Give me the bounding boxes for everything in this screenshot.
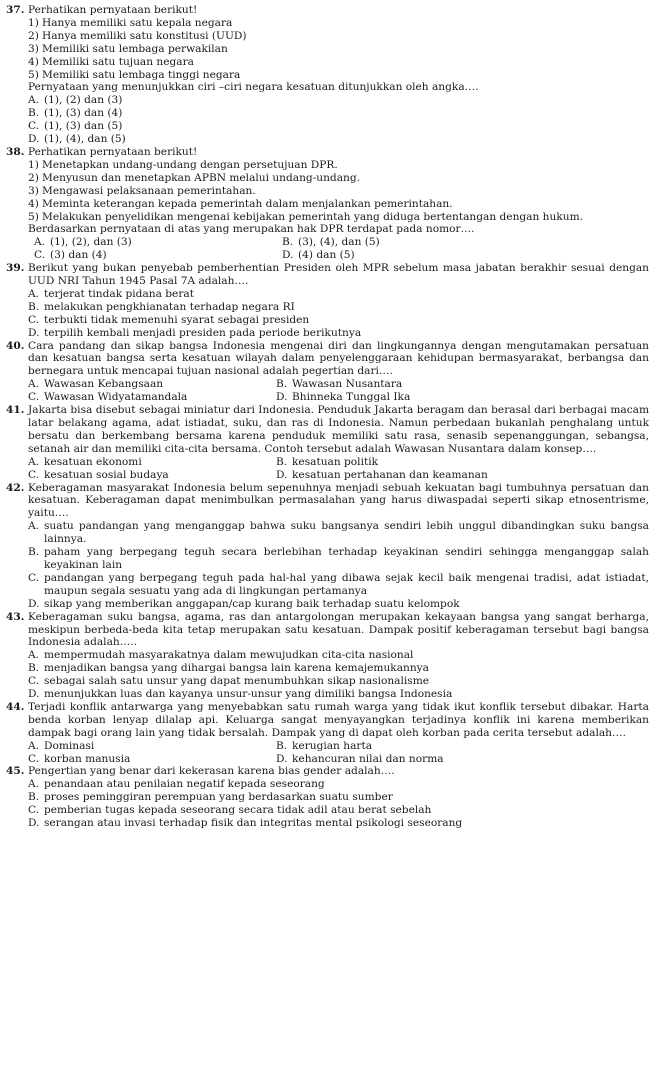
- statement-item: [28, 172, 649, 185]
- option-c[interactable]: [28, 572, 649, 598]
- option-text: penandaan atau penilaian negatif kepada seseorang: [44, 778, 325, 791]
- option-letter: D.: [28, 326, 40, 339]
- option-grid: [28, 236, 649, 262]
- option-text: sebagai salah satu unsur yang dapat menumbuhkan sikap nasionalisme: [44, 675, 430, 688]
- question-40: [6, 340, 649, 405]
- option-letter: C.: [28, 675, 40, 688]
- statement-number: 5): [28, 210, 39, 223]
- option-d[interactable]: [276, 391, 649, 404]
- option-letter: B.: [276, 378, 288, 391]
- statement-number: 1): [28, 16, 39, 29]
- option-a[interactable]: [28, 740, 276, 753]
- option-b[interactable]: [28, 791, 649, 804]
- option-c[interactable]: [28, 391, 276, 404]
- question-44: [6, 701, 649, 766]
- statement-number: 2): [28, 171, 39, 184]
- option-a[interactable]: [28, 94, 649, 107]
- option-text: menunjukkan luas dan kayanya unsur-unsur yang dimiliki bangsa Indonesia: [44, 688, 453, 701]
- option-letter: D.: [276, 752, 288, 765]
- option-letter: A.: [28, 378, 40, 391]
- question-42: [6, 482, 649, 611]
- option-text: (1), (2) dan (3): [44, 94, 123, 107]
- question-39: [6, 262, 649, 339]
- option-text: proses peminggiran perempuan yang berdasarkan suatu sumber: [44, 791, 393, 804]
- statement-number: 4): [28, 55, 39, 68]
- question-stem: Cara pandang dan sikap bangsa Indonesia mengenai diri dan lingkungannya dengan mengutamakan persatuan dan kesatuan bangsa serta kesatuan wilayah dalam penyelenggaraan kehidupan bermasyarakat, berbangsa dan bernegara untuk mencapai tujuan nasional adalah pegertian dari….: [28, 339, 649, 378]
- option-c[interactable]: [28, 675, 649, 688]
- option-letter: A.: [28, 649, 40, 662]
- statement-item: [28, 30, 649, 43]
- option-text: serangan atau invasi terhadap fisik dan integritas mental psikologi seseorang: [44, 817, 463, 830]
- statement-text: Memiliki satu tujuan negara: [42, 55, 194, 68]
- option-letter: A.: [28, 739, 40, 752]
- statement-item: [28, 211, 649, 224]
- option-text: kerugian harta: [292, 739, 373, 752]
- question-number: 40.: [6, 339, 25, 352]
- statement-item: [28, 198, 649, 211]
- question-stem: Berikut yang bukan penyebab pemberhentian Presiden oleh MPR sebelum masa jabatan berakhir sesuai dengan UUD NRI Tahun 1945 Pasal 7A adalah….: [28, 262, 649, 288]
- option-letter: C.: [28, 804, 40, 817]
- option-d[interactable]: [28, 327, 649, 340]
- option-text: (1), (3) dan (4): [44, 107, 123, 120]
- option-text: korban manusia: [44, 752, 131, 765]
- option-text: (1), (3) dan (5): [44, 120, 123, 133]
- option-text: Wawasan Nusantara: [292, 378, 403, 391]
- option-b[interactable]: [28, 301, 649, 314]
- option-d[interactable]: [276, 753, 649, 766]
- question-number: 45.: [6, 765, 25, 778]
- option-text: mempermudah masyarakatnya dalam mewujudkan cita-cita nasional: [44, 649, 414, 662]
- question-41: [6, 404, 649, 481]
- statement-number: 3): [28, 184, 39, 197]
- question-number: 38.: [6, 145, 25, 158]
- option-letter: D.: [282, 249, 294, 262]
- option-letter: B.: [28, 662, 40, 675]
- option-text: terjerat tindak pidana berat: [44, 287, 194, 300]
- option-d[interactable]: [282, 249, 649, 262]
- statement-text: Mengawasi pelaksanaan pemerintahan.: [42, 184, 256, 197]
- option-letter: B.: [276, 739, 288, 752]
- option-a[interactable]: [28, 456, 276, 469]
- option-a[interactable]: [28, 520, 649, 546]
- statement-number: 5): [28, 68, 39, 81]
- question-intro: Perhatikan pernyataan berikut!: [28, 4, 198, 16]
- question-38: [6, 146, 649, 262]
- statement-list: [28, 17, 649, 82]
- option-text: (1), (4), dan (5): [44, 133, 126, 146]
- option-text: Dominasi: [44, 739, 95, 752]
- option-d[interactable]: [28, 133, 649, 146]
- option-text: menjadikan bangsa yang dihargai bangsa lain karena kemajemukannya: [44, 662, 429, 675]
- statement-text: Menyusun dan menetapkan APBN melalui undang-undang.: [42, 171, 360, 184]
- option-text: (4) dan (5): [298, 249, 355, 262]
- question-stem: Keberagaman suku bangsa, agama, ras dan antargolongan merupakan kekayaan bangsa yang sangat berharga, meskipun berbeda-beda kita tetap merupakan satu kesatuan. Dampak positif keberagaman tersebut bagi bangsa Indonesia adalah…..: [28, 610, 649, 649]
- statement-list: [28, 159, 649, 224]
- question-number: 41.: [6, 404, 25, 417]
- option-letter: D.: [276, 391, 288, 404]
- option-c[interactable]: [28, 804, 649, 817]
- statement-item: [28, 43, 649, 56]
- statement-text: Meminta keterangan kepada pemerintah dalam menjalankan pemerintahan.: [42, 197, 453, 210]
- question-intro: Perhatikan pernyataan berikut!: [28, 145, 198, 158]
- option-letter: A.: [28, 94, 40, 107]
- question-number: 42.: [6, 481, 25, 494]
- question-43: [6, 611, 649, 701]
- statement-number: 2): [28, 29, 39, 42]
- option-c[interactable]: [28, 469, 276, 482]
- option-text: Wawasan Kebangsaan: [44, 378, 164, 391]
- option-b[interactable]: [276, 456, 649, 469]
- option-letter: D.: [28, 688, 40, 701]
- option-text: pemberian tugas kepada seseorang secara tidak adil atau berat sebelah: [44, 804, 432, 817]
- statement-item: [28, 56, 649, 69]
- statement-text: Menetapkan undang-undang dengan persetujuan DPR.: [42, 158, 338, 171]
- option-text: (3) dan (4): [50, 249, 107, 262]
- option-text: Wawasan Widyatamandala: [44, 391, 188, 404]
- option-letter: B.: [28, 107, 40, 120]
- option-b[interactable]: [28, 546, 649, 572]
- statement-text: Memiliki satu lembaga perwakilan: [42, 42, 228, 55]
- question-stem: Terjadi konflik antarwarga yang menyebabkan satu rumah warga yang tidak ikut konflik tersebut dibakar. Harta benda korban lenyap dilalap api. Keluarga sangat menyayangkan terjadinya konflik ini karena memberikan dampak bagi orang lain yang tidak bersalah. Dampak yang di dapat oleh korban pada cerita tersebut adalah….: [28, 700, 649, 739]
- option-letter: C.: [28, 571, 40, 584]
- option-a[interactable]: [28, 649, 649, 662]
- option-letter: C.: [28, 120, 40, 133]
- option-c[interactable]: [28, 120, 649, 133]
- option-letter: D.: [28, 133, 40, 146]
- option-b[interactable]: [282, 236, 649, 249]
- option-letter: A.: [28, 455, 40, 468]
- option-d[interactable]: [28, 817, 649, 830]
- option-c[interactable]: [34, 249, 282, 262]
- statement-item: [28, 159, 649, 172]
- question-stem: Jakarta bisa disebut sebagai miniatur dari Indonesia. Penduduk Jakarta beragam dan berasal dari berbagai macam latar belakang agama, adat istiadat, suku, dan ras di Indonesia. Namun perbedaan bukanlah penghalang untuk bersatu dan berkembang bersama karena penduduk memiliki satu rasa, senasib sepenanggungan, sebangsa, setanah air dan memiliki cita-cita bersama. Contoh tersebut adalah Wawasan Nusantara dalam konsep….: [28, 404, 649, 455]
- option-b[interactable]: [28, 662, 649, 675]
- option-b[interactable]: [276, 740, 649, 753]
- option-a[interactable]: [28, 378, 276, 391]
- question-37: [6, 4, 649, 146]
- option-grid: [28, 740, 649, 766]
- option-letter: D.: [28, 817, 40, 830]
- option-a[interactable]: [28, 288, 649, 301]
- option-d[interactable]: [28, 688, 649, 701]
- question-number: 43.: [6, 610, 25, 623]
- option-letter: C.: [28, 752, 40, 765]
- option-letter: C.: [28, 468, 40, 481]
- option-text: kesatuan ekonomi: [44, 455, 142, 468]
- option-b[interactable]: [28, 107, 649, 120]
- option-grid: [28, 378, 649, 404]
- option-text: (1), (2), dan (3): [50, 236, 132, 249]
- option-letter: C.: [34, 249, 46, 262]
- option-d[interactable]: [28, 598, 649, 611]
- option-letter: B.: [28, 300, 40, 313]
- option-d[interactable]: [276, 469, 649, 482]
- question-45: [6, 765, 649, 830]
- option-b[interactable]: [276, 378, 649, 391]
- question-stem: Berdasarkan pernyataan di atas yang merupakan hak DPR terdapat pada nomor….: [28, 223, 475, 236]
- option-text: melakukan pengkhianatan terhadap negara RI: [44, 300, 295, 313]
- option-text: (3), (4), dan (5): [298, 236, 380, 249]
- statement-item: [28, 185, 649, 198]
- option-text: kesatuan sosial budaya: [44, 468, 169, 481]
- statement-text: Memiliki satu lembaga tinggi negara: [42, 68, 241, 81]
- option-text: sikap yang memberikan anggapan/cap kurang baik terhadap suatu kelompok: [44, 597, 460, 610]
- option-text: paham yang berpegang teguh secara berlebihan terhadap keyakinan sendiri sehingga menganggap salah keyakinan lain: [44, 546, 649, 571]
- option-grid: [28, 456, 649, 482]
- question-number: 37.: [6, 4, 25, 16]
- statement-number: 4): [28, 197, 39, 210]
- statement-text: Melakukan penyelidikan mengenai kebijakan pemerintah yang diduga bertentangan dengan hukum.: [42, 210, 583, 223]
- option-letter: C.: [28, 391, 40, 404]
- option-text: kesatuan politik: [292, 455, 379, 468]
- statement-text: Hanya memiliki satu konstitusi (UUD): [42, 29, 247, 42]
- question-stem: Pernyataan yang menunjukkan ciri –ciri negara kesatuan ditunjukkan oleh angka….: [28, 81, 479, 94]
- statement-text: Hanya memiliki satu kepala negara: [42, 16, 233, 29]
- option-text: terbukti tidak memenuhi syarat sebagai presiden: [44, 313, 310, 326]
- option-c[interactable]: [28, 314, 649, 327]
- option-text: kehancuran nilai dan norma: [292, 752, 444, 765]
- option-text: suatu pandangan yang menganggap bahwa suku bangsanya sendiri lebih unggul dibandingkan suku bangsa lainnya.: [44, 520, 649, 546]
- option-letter: A.: [34, 236, 46, 249]
- option-letter: D.: [276, 468, 288, 481]
- option-text: pandangan yang berpegang teguh pada hal-hal yang dibawa sejak kecil baik mengenai tradisi, adat istiadat, maupun segala sesuatu yang ada di lingkungan pertamanya: [44, 571, 649, 597]
- option-text: Bhinneka Tunggal Ika: [292, 391, 411, 404]
- question-stem: Pengertian yang benar dari kekerasan karena bias gender adalah….: [28, 765, 395, 778]
- option-letter: A.: [28, 287, 40, 300]
- option-letter: B.: [282, 236, 294, 249]
- question-number: 44.: [6, 700, 25, 713]
- option-text: kesatuan pertahanan dan keamanan: [292, 468, 488, 481]
- option-c[interactable]: [28, 753, 276, 766]
- statement-number: 1): [28, 158, 39, 171]
- statement-item: [28, 69, 649, 82]
- question-number: 39.: [6, 262, 25, 275]
- option-letter: A.: [28, 520, 40, 533]
- option-text: terpilih kembali menjadi presiden pada periode berikutnya: [44, 326, 362, 339]
- option-a[interactable]: [34, 236, 282, 249]
- option-letter: C.: [28, 313, 40, 326]
- option-letter: A.: [28, 778, 40, 791]
- option-letter: B.: [28, 791, 40, 804]
- option-a[interactable]: [28, 778, 649, 791]
- option-letter: B.: [276, 455, 288, 468]
- option-letter: D.: [28, 597, 40, 610]
- option-letter: B.: [28, 546, 40, 559]
- statement-number: 3): [28, 42, 39, 55]
- question-stem: Keberagaman masyarakat Indonesia belum sepenuhnya menjadi sebuah kekuatan bagi tumbuhnya persatuan dan kesatuan. Keberagaman dapat menimbulkan permasalahan yang harus diwaspadai seperti sikap etnosentrisme, yaitu….: [28, 481, 649, 520]
- statement-item: [28, 17, 649, 30]
